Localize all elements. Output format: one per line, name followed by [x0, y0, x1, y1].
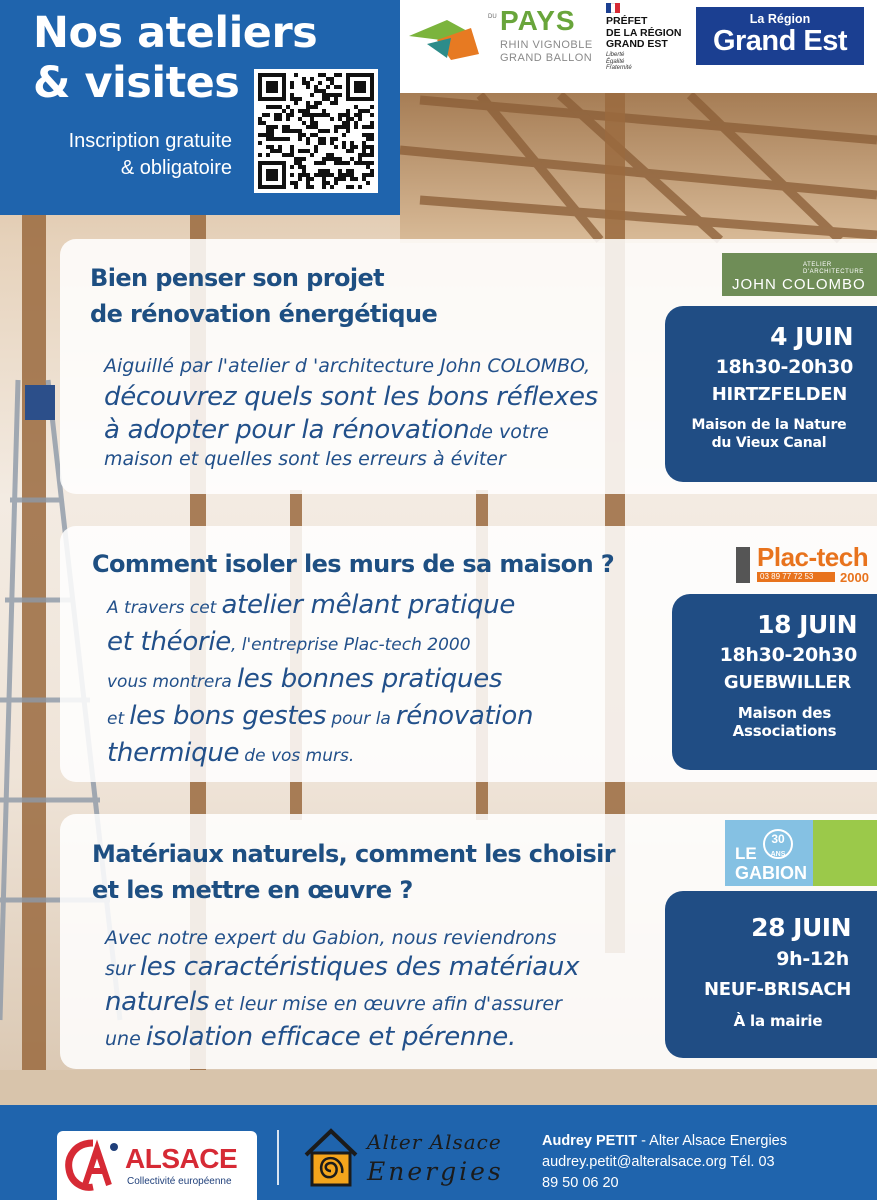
workshop-3-date-box [665, 891, 877, 1058]
workshop-2-body-1: atelier mêlant pratique [221, 590, 516, 620]
workshop-3-title [92, 836, 615, 908]
workshop-1-time: 18h30-20h30 [715, 356, 853, 378]
workshop-3-title-line2: et les mettre en œuvre ? [92, 876, 413, 904]
prefet-line1: PRÉFET [606, 15, 648, 27]
prefet-motto [606, 52, 632, 72]
workshop-1-body-3: de votre [469, 421, 549, 443]
workshop-1-title-line1: Bien penser son projet [90, 264, 385, 292]
colombo-label-line2: D'ARCHITECTURE [803, 269, 864, 275]
footer [0, 1105, 877, 1200]
partner-logos-band [400, 0, 877, 93]
gabion-le: LE [735, 844, 757, 863]
page-title-line2: & visites [33, 58, 240, 108]
pays-title: PAYS [500, 5, 576, 36]
workshop-1-date-box [665, 306, 877, 482]
contact-email-phone[interactable]: audrey.petit@alteralsace.org Tél. 03 [542, 1154, 775, 1170]
registration-note-line2: & obligatoire [120, 157, 232, 179]
workshop-1-title [90, 260, 437, 332]
john-colombo-logo [722, 253, 877, 296]
qr-code-icon [258, 73, 374, 189]
plac-tech-logo [732, 542, 877, 585]
region-grand-est-logo [696, 7, 864, 65]
workshop-2-place-line2: Associations [732, 722, 837, 740]
workshop-3-body-6: isolation efficace et pérenne [145, 1022, 508, 1052]
pays-leaf-icon [407, 14, 489, 62]
workshop-2-description [107, 588, 533, 773]
prefet-text [606, 16, 681, 51]
workshop-3-body-2: les caractéristiques des matériaux [139, 952, 580, 982]
alsace-sub: Collectivité européenne [127, 1176, 232, 1187]
workshop-2-city: GUEBWILLER [723, 672, 851, 693]
contact-phone-end[interactable]: 89 50 06 20 [542, 1175, 619, 1191]
workshop-2-body-7: les bons gestes [129, 701, 327, 731]
workshop-2-body-0: A travers cet [107, 598, 217, 618]
workshop-1-body-4: maison et quelles sont les erreurs à éviter [104, 448, 506, 470]
workshop-1-body-2: à adopter pour la rénovation [104, 415, 470, 445]
workshop-1-body-0: Aiguillé par l'atelier d 'architecture John COLOMBO, [104, 355, 591, 377]
pays-sub2: GRAND BALLON [500, 52, 593, 64]
workshop-1-title-line2: de rénovation énergétique [90, 300, 438, 328]
region-top: La Région [749, 12, 811, 26]
registration-note-line1: Inscription gratuite [68, 130, 232, 152]
le-gabion-logo [725, 820, 877, 886]
workshop-3-body-3: naturels [105, 987, 210, 1017]
workshop-2-body-4: vous montrera [107, 672, 232, 692]
region-big: Grand Est [712, 25, 848, 57]
gabion-num: 30 [771, 832, 785, 846]
alsace-a-mark-icon [65, 1139, 123, 1191]
workshop-3-body-1: sur [105, 958, 135, 980]
prefet-motto1: Liberté [606, 52, 625, 58]
workshop-3-body-0: Avec notre expert du Gabion, nous reviendrons [105, 927, 557, 949]
page-title-line1: Nos ateliers [33, 8, 318, 58]
workshop-2-date: 18 JUIN [757, 610, 857, 639]
workshop-2-date-box [672, 594, 877, 770]
plac-tech-name: Plac-tech [757, 542, 869, 572]
pays-subtitle [500, 39, 593, 65]
pays-sub1: RHIN VIGNOBLE [500, 39, 593, 51]
registration-note [20, 128, 232, 182]
alsace-logo [57, 1131, 257, 1200]
workshop-2-body-8: pour la [331, 709, 391, 729]
workshop-1-date: 4 JUIN [770, 322, 853, 351]
prefet-line2: DE LA RÉGION [606, 26, 682, 39]
footer-divider [277, 1130, 279, 1185]
gabion-ans: ANS [770, 851, 786, 858]
workshop-2-place [712, 704, 857, 740]
pays-du: DU [488, 14, 497, 20]
contact-info [542, 1131, 832, 1194]
workshop-2-body-3: , l'entreprise Plac-tech 2000 [230, 635, 471, 655]
workshop-2-body-6: et [107, 709, 125, 729]
workshop-3-date: 28 JUIN [751, 913, 851, 942]
workshop-2-body-10: thermique [107, 738, 240, 768]
prefet-motto3: Fraternité [606, 65, 632, 71]
workshop-3-body-5: une [105, 1028, 141, 1050]
workshop-3-description [105, 922, 579, 1056]
workshop-2-body-2: et théorie [107, 627, 231, 657]
gabion-anniversary-badge [763, 829, 793, 859]
workshop-1-city: HIRTZFELDEN [711, 384, 847, 405]
workshop-3-time: 9h-12h [776, 948, 849, 970]
workshop-1-description [104, 351, 598, 475]
colombo-label [803, 262, 864, 276]
workshop-2-body-11: de vos murs. [244, 746, 355, 766]
contact-org: - Alter Alsace Energies [637, 1133, 787, 1149]
contact-name: Audrey PETIT [542, 1133, 638, 1149]
french-flag-icon [606, 3, 620, 13]
gabion-name: GABION [735, 863, 807, 883]
workshop-3-city: NEUF-BRISACH [703, 979, 851, 1000]
header-panel [0, 0, 400, 215]
alter-alsace-house-icon [302, 1127, 360, 1189]
colombo-label-line1: ATELIER [803, 262, 832, 268]
workshop-1-body-1: découvrez quels sont les bons réflexes [104, 382, 598, 412]
plac-tech-mark-icon [736, 547, 750, 583]
workshop-2-title: Comment isoler les murs de sa maison ? [92, 550, 615, 578]
workshop-2-time: 18h30-20h30 [719, 644, 857, 666]
gabion-hands-icon [813, 820, 877, 886]
workshop-3-place: À la mairie [733, 1012, 823, 1030]
prefet-line3: GRAND EST [606, 38, 668, 50]
workshop-3-body-7: . [507, 1022, 516, 1052]
prefet-motto2: Égalité [606, 58, 625, 65]
workshop-3-body-4: et leur mise en œuvre afin d'assurer [214, 993, 562, 1015]
alsace-word: ALSACE [125, 1143, 238, 1174]
alter-alsace-line1: Alter Alsace [367, 1130, 502, 1154]
registration-qr-code[interactable] [254, 69, 378, 193]
workshop-1-place-line2: du Vieux Canal [711, 435, 827, 451]
workshop-2-body-9: rénovation [395, 701, 534, 731]
colombo-name: JOHN COLOMBO [732, 276, 866, 293]
workshop-3-title-line1: Matériaux naturels, comment les choisir [92, 840, 615, 868]
plac-tech-year: 2000 [840, 570, 869, 585]
alter-alsace-line2: Energies [367, 1157, 504, 1186]
workshop-1-place-line1: Maison de la Nature [691, 417, 847, 433]
workshop-2-body-5: les bonnes pratiques [236, 664, 503, 694]
workshop-1-place [685, 416, 853, 452]
plac-tech-phone: 03 89 77 72 53 [757, 572, 835, 582]
workshop-2-place-line1: Maison des [737, 704, 832, 722]
